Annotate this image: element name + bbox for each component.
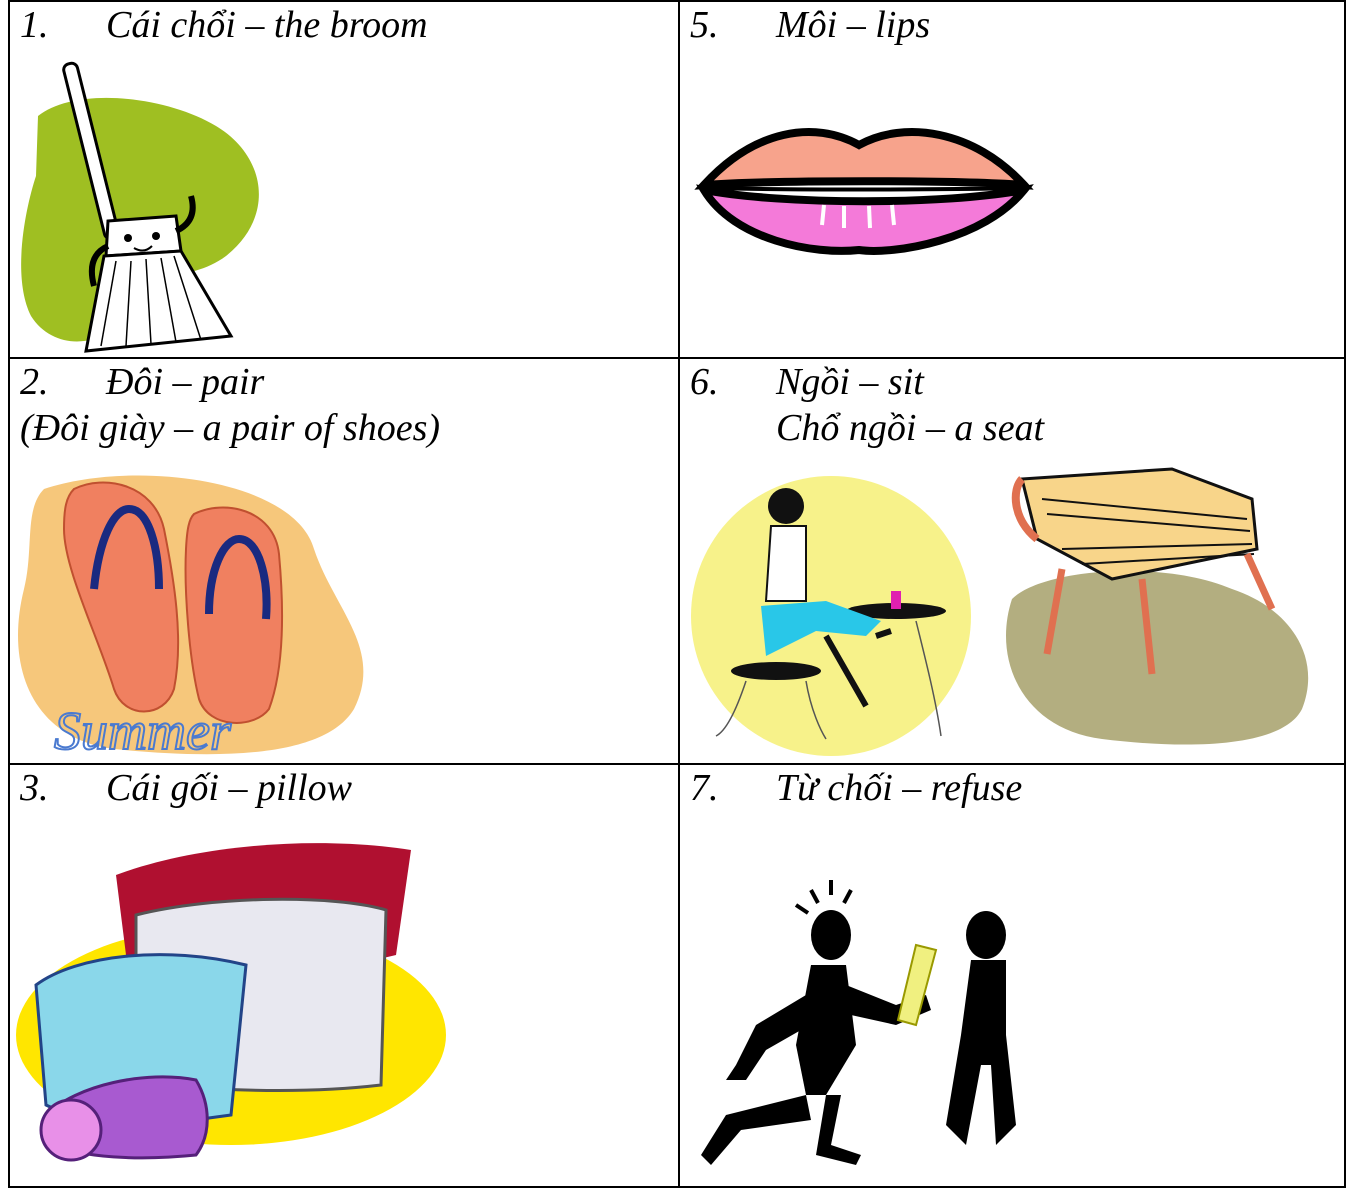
cell-item-1 (9, 1, 679, 358)
item-number: 2. (20, 361, 49, 403)
caption-item-5 (680, 2, 1344, 48)
lips-icon (694, 110, 1034, 260)
pillows-icon (16, 825, 456, 1165)
woman-sitting-icon (686, 471, 976, 761)
item-number: 5. (690, 4, 719, 46)
item-label: Ngồi – sit (776, 361, 924, 403)
summer-label: Summer (54, 701, 231, 759)
item-subtitle: (Đôi giày – a pair of shoes) (20, 407, 441, 449)
item-label: Cái chổi – the broom (106, 4, 428, 46)
item-label: Môi – lips (776, 4, 931, 46)
cell-item-3 (9, 764, 679, 1187)
cell-item-2 (9, 358, 679, 764)
caption-item-6 (680, 359, 1344, 405)
cell-item-6 (679, 358, 1345, 764)
item-label: Cái gối – pillow (106, 767, 352, 809)
item-number: 1. (20, 4, 49, 46)
item-label: Đôi – pair (106, 361, 265, 403)
item-number: 3. (20, 767, 49, 809)
cell-item-5 (679, 1, 1345, 358)
caption-item-3 (10, 765, 678, 811)
flip-flops-icon (14, 469, 374, 759)
item-label: Từ chối – refuse (776, 767, 1023, 809)
bench-icon (1002, 459, 1322, 759)
caption-item-7 (680, 765, 1344, 811)
refuse-figures-icon (686, 865, 1066, 1183)
item-subtitle: Chổ ngồi – a seat (776, 407, 1045, 449)
caption-item-2 (10, 359, 678, 405)
cell-item-7 (679, 764, 1345, 1187)
item-number: 6. (690, 361, 719, 403)
item-number: 7. (690, 767, 719, 809)
vocabulary-table (8, 0, 1346, 1188)
vocabulary-sheet (8, 0, 1344, 1199)
caption-item-1 (10, 2, 678, 48)
broom-icon (16, 56, 286, 356)
